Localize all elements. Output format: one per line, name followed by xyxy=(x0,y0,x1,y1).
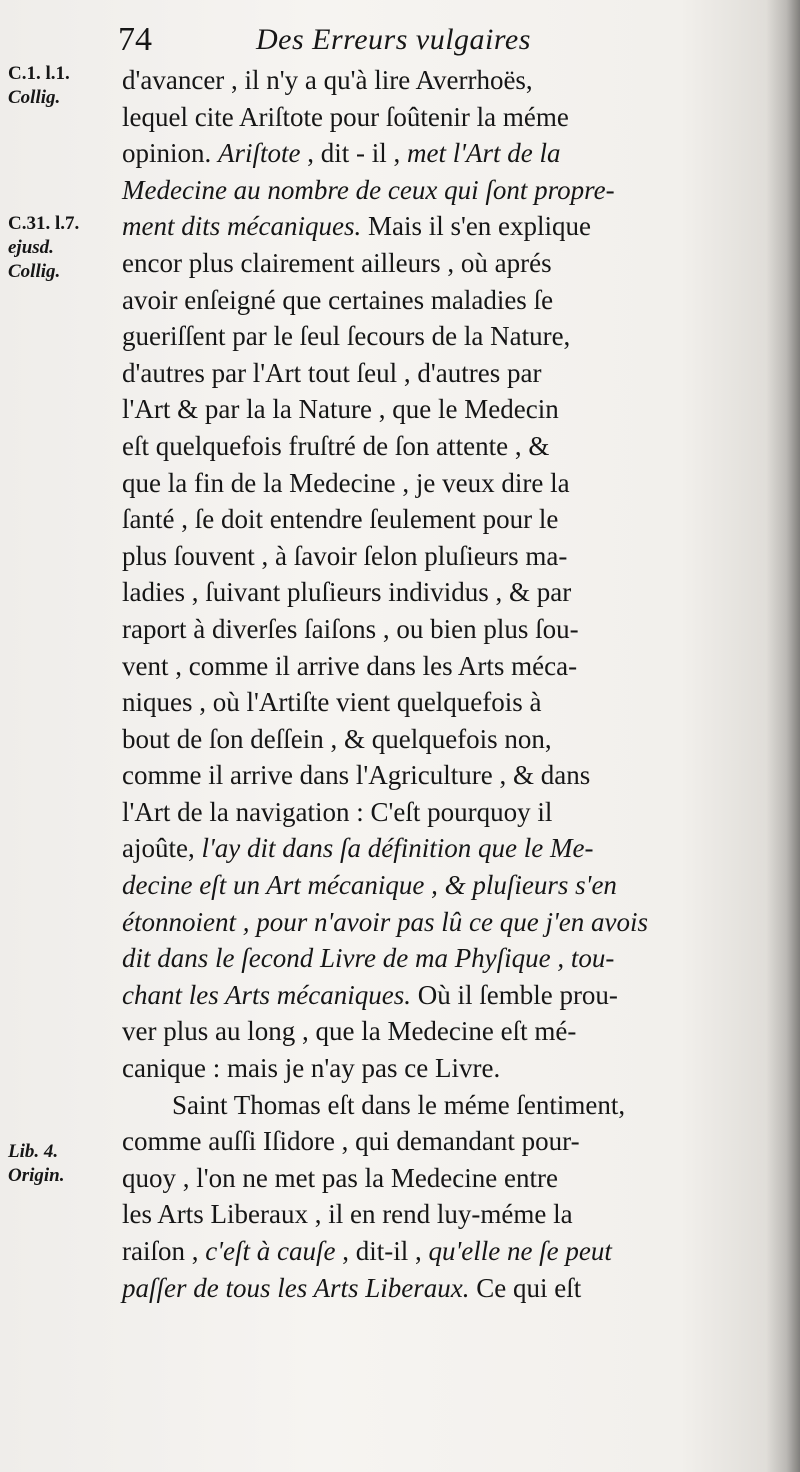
roman-text: encor plus clairement ailleurs , où aprés xyxy=(122,247,552,278)
text-line xyxy=(122,794,742,831)
roman-text: bout de ſon deſſein , & quelquefois non, xyxy=(122,723,552,754)
text-line xyxy=(122,1196,742,1233)
text-line xyxy=(122,428,742,465)
italic-text: chant les Arts mécaniques. xyxy=(122,979,411,1010)
roman-text: les Arts Liberaux , il en rend luy-méme la xyxy=(122,1199,573,1230)
text-line xyxy=(122,977,742,1014)
page-number: 74 xyxy=(118,21,152,58)
text-line xyxy=(122,62,742,99)
roman-text: opinion. xyxy=(122,138,219,169)
text-line xyxy=(122,318,742,355)
text-line xyxy=(122,135,742,172)
text-line xyxy=(122,904,742,941)
margin-note-line: Collig. xyxy=(8,261,61,282)
text-line xyxy=(122,99,742,136)
italic-text: decine eſt un Art mécanique , & pluſieurs s'en xyxy=(122,870,617,901)
italic-text: Medecine au nombre de ceux qui ſont propre- xyxy=(122,174,615,205)
roman-text: eſt quelquefois fruſtré de ſon attente , & xyxy=(122,430,550,461)
text-line xyxy=(122,1160,742,1197)
italic-text: Ariſtote xyxy=(218,138,301,169)
text-line xyxy=(122,1270,742,1307)
margin-note-line: ejusd. xyxy=(8,237,54,258)
italic-text: dit dans le ſecond Livre de ma Phyſique , tou- xyxy=(122,943,615,974)
text-line xyxy=(122,1013,742,1050)
roman-text: d'autres par l'Art tout ſeul , d'autres par xyxy=(122,357,542,388)
roman-text: que la fin de la Medecine , je veux dire la xyxy=(122,467,570,498)
italic-text: l'ay dit dans ſa définition que le Me- xyxy=(201,833,594,864)
roman-text: comme auſſi Iſidore , qui demandant pour- xyxy=(122,1126,580,1157)
italic-text: paſſer de tous les Arts Liberaux. xyxy=(122,1272,470,1303)
page-edge-shadow xyxy=(766,0,800,1472)
text-line xyxy=(122,648,742,685)
roman-text: niques , où l'Artiſte vient quelquefois à xyxy=(122,687,542,718)
text-line xyxy=(122,391,742,428)
margin-note-line: C.1. l.1. xyxy=(8,63,70,84)
roman-text: gueriſſent par le ſeul ſecours de la Nature, xyxy=(122,321,571,352)
roman-text: Mais il s'en explique xyxy=(361,211,592,242)
roman-text: d'avancer , il n'y a qu'à lire Averrhoës, xyxy=(122,65,533,95)
margin-note-2 xyxy=(8,212,120,284)
margin-note-line: Collig. xyxy=(8,87,61,108)
roman-text: l'Art de la navigation : C'eſt pourquoy il xyxy=(122,796,553,827)
text-line xyxy=(122,1087,742,1124)
roman-text: , dit-il , xyxy=(335,1236,429,1266)
roman-text: plus ſouvent , à ſavoir ſelon pluſieurs ma- xyxy=(122,540,568,571)
roman-text: ladies , ſuivant pluſieurs individus , & par xyxy=(122,577,572,608)
roman-text: avoir enſeigné que certaines maladies ſe xyxy=(122,284,554,315)
roman-text: l'Art & par la la Nature , que le Medecin xyxy=(122,394,559,425)
text-line xyxy=(122,172,742,209)
roman-text: ſanté , ſe doit entendre ſeulement pour le xyxy=(122,504,559,535)
text-line xyxy=(122,940,742,977)
margin-note-1 xyxy=(8,62,120,110)
text-line xyxy=(122,1123,742,1160)
italic-text: qu'elle ne ſe peut xyxy=(428,1236,612,1266)
text-line xyxy=(122,208,742,245)
body-text xyxy=(122,62,742,1306)
roman-text: comme il arrive dans l'Agriculture , & dans xyxy=(122,760,591,791)
text-line xyxy=(122,465,742,502)
text-line xyxy=(122,282,742,319)
margin-note-line: Lib. 4. xyxy=(8,1141,59,1162)
text-line xyxy=(122,721,742,758)
italic-text: ment dits mécaniques. xyxy=(122,211,362,242)
text-line xyxy=(122,501,742,538)
text-line xyxy=(122,867,742,904)
roman-text: Ce qui eſt xyxy=(469,1272,582,1303)
text-line xyxy=(122,757,742,794)
text-line xyxy=(122,830,742,867)
text-line xyxy=(122,684,742,721)
roman-text: vent , comme il arrive dans les Arts méca- xyxy=(122,650,578,681)
margin-note-3 xyxy=(8,1140,120,1188)
text-line xyxy=(122,538,742,575)
page-header xyxy=(118,18,758,62)
roman-text: Saint Thomas eſt dans le méme ſentiment, xyxy=(172,1089,626,1120)
italic-text: c'eſt à cauſe xyxy=(205,1236,336,1266)
margin-note-line: C.31. l.7. xyxy=(8,213,80,234)
text-line xyxy=(122,245,742,282)
running-title: Des Erreurs vulgaires xyxy=(256,23,531,56)
roman-text: raport à diverſes ſaiſons , ou bien plus ſou- xyxy=(122,613,579,644)
text-line xyxy=(122,1050,742,1087)
italic-text: met l'Art de la xyxy=(407,138,561,169)
roman-text: quoy , l'on ne met pas la Medecine entre xyxy=(122,1162,558,1193)
roman-text: raiſon , xyxy=(122,1236,206,1266)
margin-note-line: Origin. xyxy=(8,1165,65,1186)
italic-text: étonnoient , pour n'avoir pas lû ce que j'en avois xyxy=(122,906,648,937)
roman-text: ver plus au long , que la Medecine eſt mé- xyxy=(122,1016,577,1047)
roman-text: Où il ſemble prou- xyxy=(410,979,618,1010)
text-line xyxy=(122,611,742,648)
text-line xyxy=(122,574,742,611)
roman-text: , dit - il , xyxy=(300,138,408,169)
roman-text: canique : mais je n'ay pas ce Livre. xyxy=(122,1053,501,1084)
roman-text: lequel cite Ariſtote pour ſoûtenir la méme xyxy=(122,101,569,132)
text-line xyxy=(122,355,742,392)
margin-notes xyxy=(8,0,120,1472)
roman-text: ajoûte, xyxy=(122,833,202,864)
text-line xyxy=(122,1233,742,1270)
